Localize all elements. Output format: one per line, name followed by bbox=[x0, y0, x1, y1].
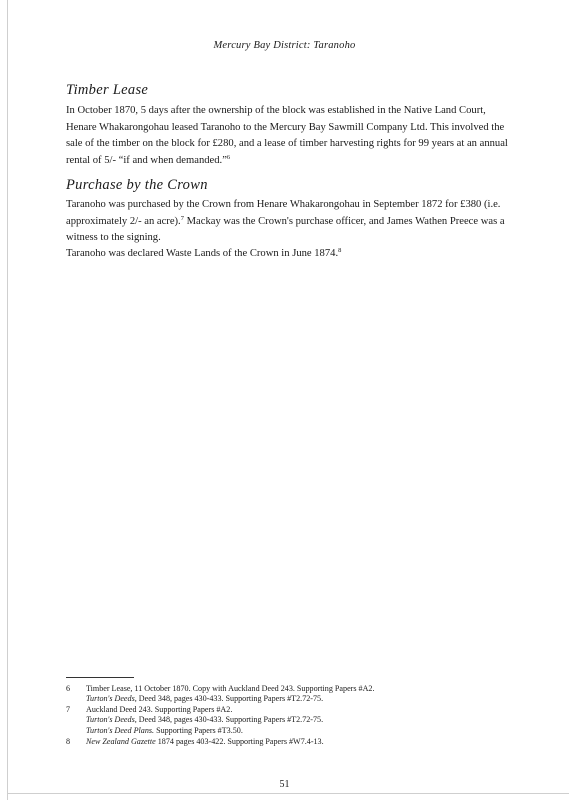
footnote-number: 6 bbox=[66, 684, 71, 693]
footnote-italic: Turton's Deeds, bbox=[86, 715, 137, 725]
footnote-number: 8 bbox=[66, 737, 71, 746]
paragraph-text-a: Taranoho was purchased by the Crown from Henare Whakarongohau in September 1872 for £380 (i.e. approximately 2/- an acre). bbox=[66, 199, 501, 227]
footnote-7 bbox=[66, 705, 526, 736]
section-heading-purchase: Purchase by the Crown bbox=[66, 177, 208, 193]
paragraph-text: In October 1870, 5 days after the ownership of the block was established in the Native Land Court, Henare Whakarongohau leased Taranoho to the Mercury Bay Sawmill Company Ltd. This involved the sale of the timber on the block for £280, and a lease of timber harvesting rights for 99 years at an annual rental of 5/- “if and when demanded.” bbox=[66, 105, 508, 166]
footnote-line bbox=[86, 715, 526, 725]
footnote-italic: Turton's Deeds, bbox=[86, 694, 137, 704]
footnote-text: Supporting Papers #T3.50. bbox=[154, 725, 243, 735]
footnote-ref-6: 6 bbox=[226, 153, 231, 161]
footnote-line bbox=[86, 694, 526, 704]
section-heading-timber-lease: Timber Lease bbox=[66, 82, 149, 98]
paragraph-text: Taranoho was declared Waste Lands of the Crown in June 1874. bbox=[66, 248, 339, 259]
footnote-line bbox=[86, 726, 526, 736]
footnote-line: Auckland Deed 243. Supporting Papers #A2. bbox=[86, 705, 233, 714]
paragraph-timber-lease bbox=[66, 103, 512, 169]
footnote-number: 7 bbox=[66, 705, 71, 714]
paragraph-text-b: Mackay was the Crown's purchase officer, and James Wathen Preece was a witness to the signing. bbox=[66, 215, 505, 243]
page-edge-left bbox=[7, 0, 8, 800]
footnote-ref-8: 8 bbox=[338, 247, 342, 254]
page-number: 51 bbox=[279, 779, 290, 790]
footnote-line: Timber Lease, 11 October 1870. Copy with Auckland Deed 243. Supporting Papers #A2. bbox=[86, 684, 375, 693]
footnote-text: 1874 pages 403-422. Supporting Papers #W7.4-13. bbox=[155, 737, 324, 746]
paragraph-waste-lands bbox=[66, 246, 512, 263]
running-head: Mercury Bay District: Taranoho bbox=[213, 40, 356, 51]
footnote-italic: Turton's Deed Plans. bbox=[86, 725, 155, 735]
footnote-8 bbox=[66, 737, 526, 747]
page-edge-bottom bbox=[7, 793, 569, 794]
footnote-italic: New Zealand Gazette bbox=[86, 737, 156, 746]
footnote-text: Deed 348, pages 430-433. Supporting Papers #T2.72-75. bbox=[136, 715, 324, 725]
paragraph-purchase bbox=[66, 197, 512, 247]
footnote-6 bbox=[66, 684, 526, 705]
footnote-text: Deed 348, pages 430-433. Supporting Papers #T2.72-75. bbox=[136, 694, 324, 704]
footnote-ref-7: 7 bbox=[180, 214, 184, 222]
footnote-line bbox=[86, 737, 526, 747]
footnote-rule bbox=[66, 677, 134, 678]
